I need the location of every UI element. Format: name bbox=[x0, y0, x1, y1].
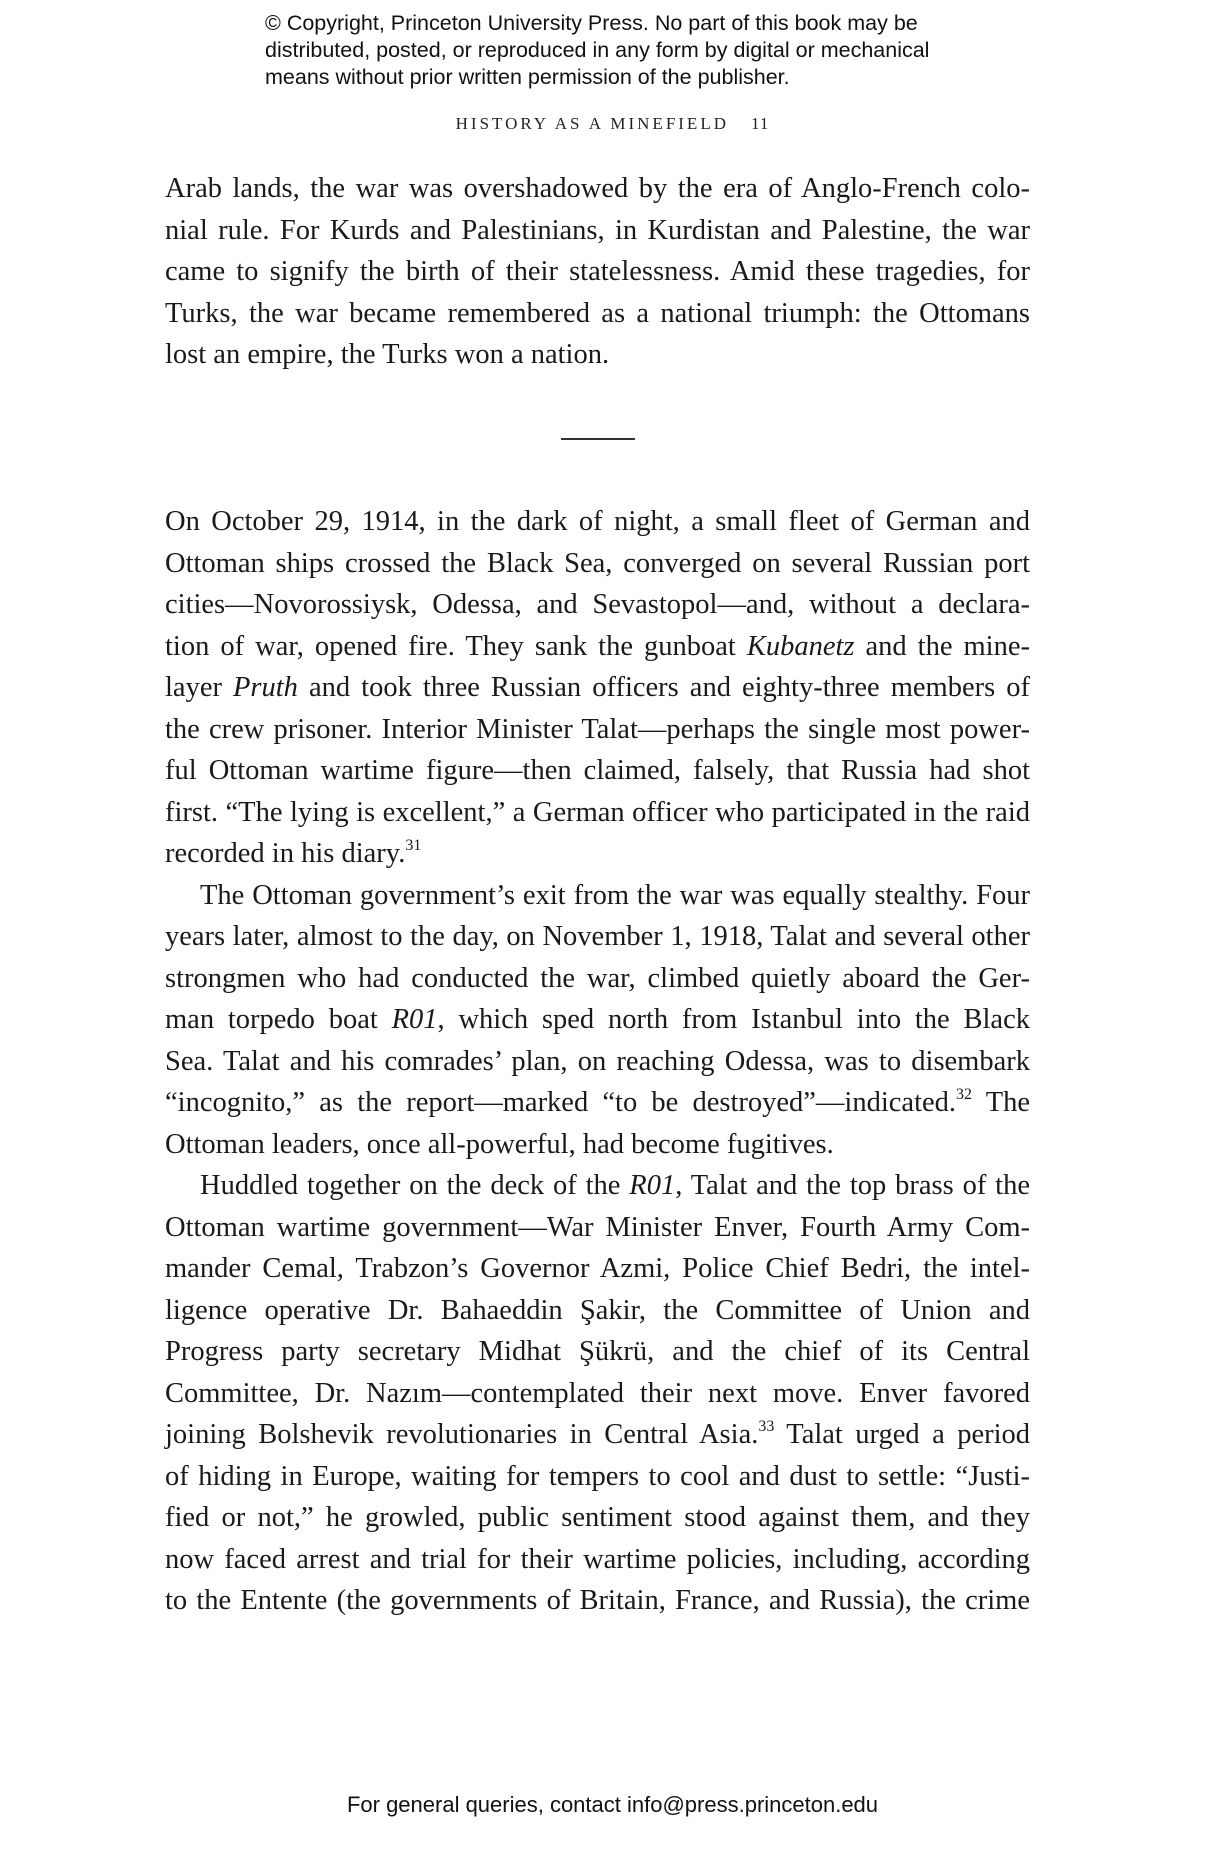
text-run: tion of war, opened fire. They sank the gunboat bbox=[165, 630, 747, 662]
text-line: came to signify the birth of their statelessness. Amid these tragedies, for bbox=[165, 256, 1030, 287]
text-line bbox=[165, 833, 1030, 875]
text-line: Arab lands, the war was overshadowed by the era of Anglo-French colo- bbox=[165, 173, 1030, 204]
text-line: On October 29, 1914, in the dark of night, a small fleet of German and bbox=[165, 506, 1030, 537]
text-run: “incognito,” as the report—marked “to be destroyed”—indicated. bbox=[165, 1087, 957, 1118]
text-line: to the Entente (the governments of Britain, France, and Russia), the crime bbox=[165, 1585, 1030, 1616]
text-run: , which sped north from Istanbul into the Black bbox=[437, 1004, 1030, 1035]
copyright-line: distributed, posted, or reproduced in any form by digital or mechanical bbox=[265, 38, 930, 62]
text-line: nial rule. For Kurds and Palestinians, in Kurdistan and Palestine, the war bbox=[165, 214, 1030, 246]
text-run: and the mine- bbox=[854, 630, 1030, 662]
text-line: The Ottoman government’s exit from the war was equally stealthy. Four bbox=[200, 879, 1030, 911]
running-head-title: HISTORY AS A MINEFIELD bbox=[455, 114, 729, 133]
text-run: man torpedo boat bbox=[165, 1004, 392, 1035]
text-line: Sea. Talat and his comrades’ plan, on reaching Odessa, was to disembark bbox=[165, 1045, 1030, 1077]
text-line: Turks, the war became remembered as a national triumph: the Ottomans bbox=[165, 297, 1030, 329]
section-divider bbox=[561, 438, 635, 440]
text-run: Huddled together on the deck of the bbox=[200, 1170, 630, 1201]
running-head bbox=[0, 114, 1225, 134]
text-line: the crew prisoner. Interior Minister Talat—perhaps the single most power- bbox=[165, 713, 1030, 745]
text-run: The bbox=[972, 1087, 1030, 1118]
text-line bbox=[165, 1165, 1030, 1207]
page-number: 11 bbox=[750, 114, 770, 133]
copyright-line: means without prior written permission of the publisher. bbox=[265, 65, 790, 89]
ship-name-r01: R01 bbox=[629, 1170, 676, 1201]
text-line bbox=[165, 667, 1030, 709]
ship-name-pruth: Pruth bbox=[233, 672, 298, 703]
text-line: now faced arrest and trial for their wartime policies, including, according bbox=[165, 1543, 1030, 1575]
text-line: ligence operative Dr. Bahaeddin Şakir, the Committee of Union and bbox=[165, 1294, 1030, 1326]
text-line bbox=[165, 1082, 1030, 1124]
text-run: and took three Russian officers and eighty-three members of bbox=[297, 672, 1030, 703]
text-line: first. “The lying is excellent,” a German officer who participated in the raid bbox=[165, 796, 1030, 828]
body-paragraphs bbox=[165, 501, 1030, 1622]
text-line: cities—Novorossiysk, Odessa, and Sevastopol—and, without a declara- bbox=[165, 589, 1030, 620]
text-line bbox=[165, 999, 1030, 1041]
text-line: fied or not,” he growled, public sentiment stood against them, and they bbox=[165, 1502, 1030, 1533]
text-line bbox=[165, 1414, 1030, 1456]
text-run: joining Bolshevik revolutionaries in Central Asia. bbox=[165, 1419, 759, 1450]
ship-name-kubanetz: Kubanetz bbox=[746, 630, 855, 662]
text-run: recorded in his diary. bbox=[165, 838, 406, 869]
copyright-line: © Copyright, Princeton University Press. No part of this book may be bbox=[265, 11, 918, 35]
text-line: Ottoman wartime government—War Minister Enver, Fourth Army Com- bbox=[165, 1211, 1030, 1243]
ship-name-r01: R01 bbox=[391, 1004, 438, 1035]
text-line: mander Cemal, Trabzon’s Governor Azmi, Police Chief Bedri, the intel- bbox=[165, 1253, 1030, 1284]
footnote-ref-33: 33 bbox=[758, 1418, 775, 1435]
text-run: layer bbox=[165, 672, 234, 703]
text-run: Talat urged a period bbox=[774, 1419, 1031, 1450]
copyright-notice bbox=[265, 10, 1025, 91]
text-run: , Talat and the top brass of the bbox=[675, 1170, 1030, 1201]
text-line: of hiding in Europe, waiting for tempers to cool and dust to settle: “Justi- bbox=[165, 1460, 1030, 1492]
text-line: Ottoman ships crossed the Black Sea, converged on several Russian port bbox=[165, 547, 1030, 579]
text-line: Ottoman leaders, once all-powerful, had become fugitives. bbox=[165, 1128, 834, 1160]
text-line: Committee, Dr. Nazım—contemplated their next move. Enver favored bbox=[165, 1377, 1030, 1409]
text-line: years later, almost to the day, on November 1, 1918, Talat and several other bbox=[165, 921, 1030, 952]
paragraph-continued bbox=[165, 168, 1030, 376]
text-line: Progress party secretary Midhat Şükrü, and the chief of its Central bbox=[165, 1336, 1030, 1367]
text-line: lost an empire, the Turks won a nation. bbox=[165, 339, 610, 370]
footnote-ref-31: 31 bbox=[405, 837, 422, 854]
text-line bbox=[165, 626, 1030, 668]
text-line: ful Ottoman wartime figure—then claimed, falsely, that Russia had shot bbox=[165, 755, 1030, 786]
footer-contact: For general queries, contact info@press.princeton.edu bbox=[346, 1792, 879, 1817]
footnote-ref-32: 32 bbox=[956, 1086, 973, 1103]
text-line: strongmen who had conducted the war, climbed quietly aboard the Ger- bbox=[165, 962, 1030, 994]
